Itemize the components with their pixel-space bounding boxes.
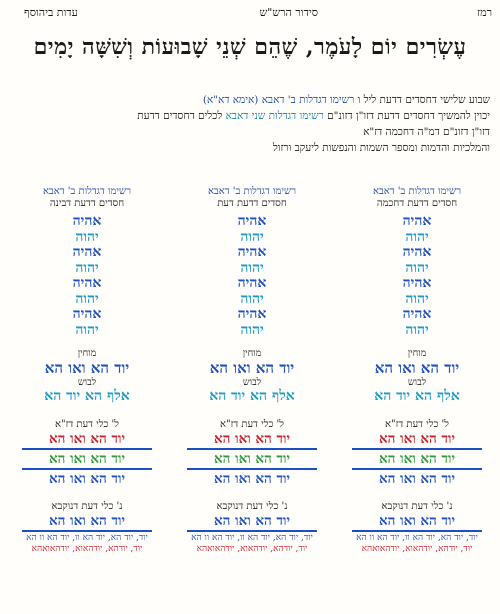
divider [22,530,152,532]
row-green: יוד הא ואו הא [213,451,291,467]
mochin-name: יוד הא ואו הא [44,359,130,377]
row-green: יוד הא ואו הא [378,451,456,467]
divider [187,448,317,450]
intro-line-3: דזו"ן דזונ"ם דמ"ה דחכמה דז"א [363,126,490,138]
section-head-nukva: נ' כלי דעת דנוקבא [381,501,453,512]
list-item: אהיה [402,306,432,322]
mochin-label: מוחין [77,348,97,359]
column-1 [342,186,492,606]
mochin-name: יוד הא ואו הא [209,359,295,377]
names-list [177,214,327,338]
list-item: יהוה [405,228,429,245]
column-subtitle: חסדים דדעת דבינה [49,198,125,209]
row-blue: יוד הא ואו הא [48,513,126,529]
intro-text [10,92,490,156]
list-item: אהיה [72,213,102,229]
divider [187,530,317,532]
small-row: יוד, יוד הא, יוד הא וו, יוד הא וו הא [191,533,313,543]
list-item: יהוה [240,228,264,245]
list-item: יהוה [405,259,429,276]
list-item: יהוה [240,259,264,276]
section-head-za: ל' כלי דעת דז"א [385,419,449,430]
levush-name: אלף הא יוד הא [374,388,460,404]
section-head-nukva: נ' כלי דעת דנוקבא [216,501,288,512]
small-row: יוד, יודהא, יודהאוא, יודהאואהא [361,544,473,554]
list-item: אהיה [72,244,102,260]
intro-line-2: יכוין להמשיך דחסדים דדעת דזו"ן דזונ"ם רשימו דגדלות שני דאבא לכלים דחסדים דדעת [137,110,490,122]
levush-name: אלף הא יוד הא [209,388,295,404]
mochin-name: יוד הא ואו הא [374,359,460,377]
list-item: אהיה [237,213,267,229]
levush-name: אלף הא יוד הא [44,388,130,404]
section-head-za: ל' כלי דעת דז"א [220,419,284,430]
divider [352,468,482,470]
row-red: יוד הא ואו הא [48,431,126,447]
section-head-nukva: נ' כלי דעת דנוקבא [51,501,123,512]
column-title: רשימו דגדלות ב' דאבא [372,186,462,197]
header-right: רמז [477,6,492,19]
mochin-label: מוחין [242,348,262,359]
column-2 [177,186,327,606]
row-blue: יוד הא ואו הא [213,471,291,487]
levush-label: לבוש [77,377,97,388]
row-green: יוד הא ואו הא [48,451,126,467]
list-item: יהוה [405,321,429,338]
divider [187,468,317,470]
list-item: אהיה [72,306,102,322]
list-item: אהיה [237,306,267,322]
list-item: אהיה [72,275,102,291]
list-item: יהוה [240,290,264,307]
list-item: יהוה [75,259,99,276]
section-head-za: ל' כלי דעת דז"א [55,419,119,430]
list-item: אהיה [237,275,267,291]
mochin-label: מוחין [407,348,427,359]
row-red: יוד הא ואו הא [213,431,291,447]
row-blue: יוד הא ואו הא [213,513,291,529]
page-header [0,6,500,24]
divider [352,448,482,450]
column-subtitle: חסדים דדעת דחכמה [376,198,458,209]
columns [8,186,492,606]
names-list [12,214,162,338]
list-item: יהוה [240,321,264,338]
row-blue: יוד הא ואו הא [378,513,456,529]
column-title: רשימו דגדלות ב' דאבא [42,186,132,197]
header-center: סידור הרש"ש [259,6,318,19]
divider [352,530,482,532]
column-subtitle: חסדים דדעת דעת [217,198,287,209]
intro-line-1: שבוע שלישי דחסדים דדעת ליל ו רשימו דגדלות ב' דאבא (אימא דא"א) [202,94,490,106]
list-item: אהיה [402,213,432,229]
small-row: יוד, יודהא, יודהאוא, יודהאואהא [31,544,143,554]
divider [22,468,152,470]
list-item: אהיה [402,244,432,260]
small-row: יוד, יוד הא, יוד הא וו, יוד הא וו הא [26,533,148,543]
row-red: יוד הא ואו הא [378,431,456,447]
small-row: יוד, יודהא, יודהאוא, יודהאואהא [196,544,308,554]
row-blue: יוד הא ואו הא [48,471,126,487]
list-item: יהוה [75,290,99,307]
header-left: עדות ביהוסף [24,6,78,19]
list-item: אהיה [237,244,267,260]
levush-label: לבוש [242,377,262,388]
list-item: יהוה [75,228,99,245]
list-item: יהוה [75,321,99,338]
list-item: אהיה [402,275,432,291]
list-item: יהוה [405,290,429,307]
levush-label: לבוש [407,377,427,388]
divider [22,448,152,450]
page-title: עֶשְׂרִים יוֹם לָעֹמֶר, שֶׁהֵם שְׁנֵי שָׁבוּעוֹת וְשִׁשָּׁה יָמִים [33,34,467,60]
column-title: רשימו דגדלות ב' דאבא [207,186,297,197]
column-3 [12,186,162,606]
intro-line-4: והמלכיות והדמות ומספר השמות והנפשות ליעקב ורזול [272,142,490,154]
names-list [342,214,492,338]
row-blue: יוד הא ואו הא [378,471,456,487]
small-row: יוד, יוד הא, יוד הא וו, יוד הא וו הא [356,533,478,543]
